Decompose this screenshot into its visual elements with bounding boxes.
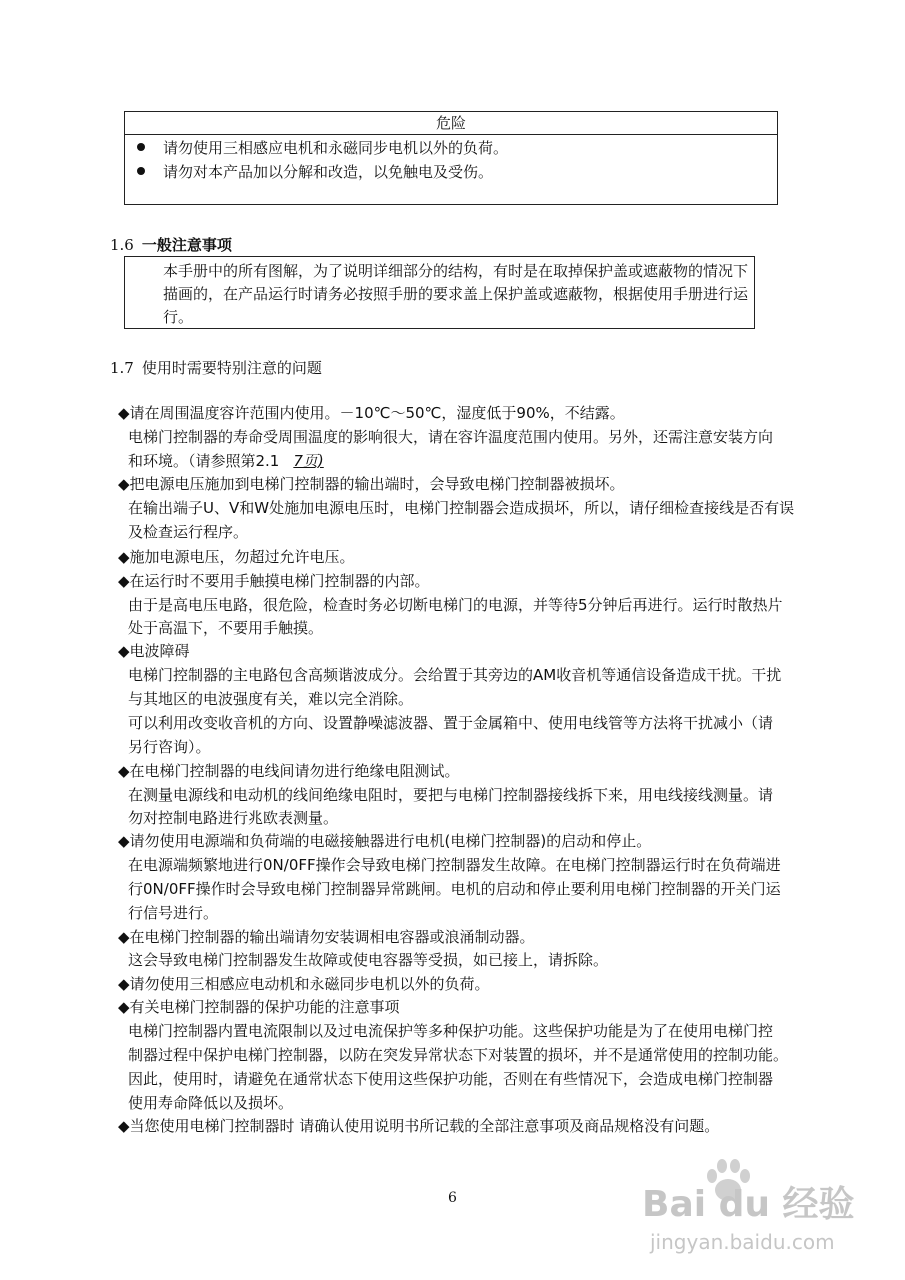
bullet-line: ◆把电源电压施加到电梯门控制器的输出端时，会导致电梯门控制器被损坏。	[118, 475, 625, 493]
text-line: 在电源端频繁地进行0N/0FF操作会导致电梯门控制器发生故障。在电梯门控制器运行时在负荷端进	[128, 856, 781, 874]
text-line: 因此，使用时，请避免在通常状态下使用这些保护功能，否则在有些情况下，会造成电梯门控制器	[128, 1070, 774, 1088]
text-line: 处于高温下，不要用手触摸。	[128, 619, 324, 637]
bullet-line: ◆在运行时不要用手触摸电梯门控制器的内部。	[118, 572, 430, 590]
bullet-line: ◆请在周围温度容许范围内使用。－10℃～50℃，湿度低于90%，不结露。	[118, 404, 625, 422]
text-line: 这会导致电梯门控制器发生故障或使电容器等受损，如已接上，请拆除。	[128, 951, 609, 969]
text-line: 在测量电源线和电动机的线间绝缘电阻时，要把与电梯门控制器接线拆下来，用电线接线测量。请	[128, 786, 774, 804]
section-heading: 1.6 一般注意事项	[110, 236, 232, 254]
text-line: 制器过程中保护电梯门控制器，以防在突发异常状态下对装置的损坏，并不是通常使用的控制功能。	[128, 1046, 789, 1064]
text-line: 由于是高电压电路，很危险，检查时务必切断电梯门的电源，并等待5分钟后再进行。运行时散热片	[128, 596, 783, 614]
bullet-line: ◆请勿使用三相感应电动机和永磁同步电机以外的负荷。	[118, 975, 490, 993]
section-heading: 1.7 使用时需要特别注意的问题	[110, 359, 322, 377]
danger-box	[124, 111, 778, 205]
text-line: 电梯门控制器的主电路包含高频谐波成分。会给置于其旁边的AM收音机等通信设备造成干扰。干扰	[128, 666, 782, 684]
watermark-url: jingyan.baidu.com	[650, 1230, 835, 1254]
text-line: 行信号进行。	[128, 904, 219, 922]
text-line: 行0N/0FF操作时会导致电梯门控制器异常跳闸。电机的启动和停止要利用电梯门控制器的开关门运	[128, 880, 781, 898]
bullet-line: ◆有关电梯门控制器的保护功能的注意事项	[118, 998, 400, 1016]
text-line: 电梯门控制器内置电流限制以及过电流保护等多种保护功能。这些保护功能是为了在使用电梯门控	[128, 1022, 774, 1040]
bullet-dot-icon	[137, 167, 145, 175]
bullet-line: ◆施加电源电压，勿超过允许电压。	[118, 548, 355, 566]
danger-title: 危险	[125, 112, 777, 135]
watermark-brand: Bai du 经验	[642, 1184, 855, 1225]
bullet-line: ◆在电梯门控制器的电线间请勿进行绝缘电阻测试。	[118, 762, 460, 780]
general-notes-box	[124, 256, 755, 329]
page-reference-link[interactable]: 7页)	[293, 452, 324, 470]
text-line: 勿对控制电路进行兆欧表测量。	[128, 809, 339, 827]
baidu-watermark	[640, 1150, 870, 1270]
bullet-line: ◆在电梯门控制器的输出端请勿安装调相电容器或浪涌制动器。	[118, 928, 535, 946]
general-notes-text: 本手册中的所有图解，为了说明详细部分的结构，有时是在取掉保护盖或遮蔽物的情况下描画的，在产品运行时请务必按照手册的要求盖上保护盖或遮蔽物，根据使用手册进行运行。	[163, 262, 749, 326]
text-line: 电梯门控制器的寿命受周围温度的影响很大，请在容许温度范围内使用。另外，还需注意安装方向	[128, 428, 774, 446]
bullet-line: ◆当您使用电梯门控制器时 请确认使用说明书所记载的全部注意事项及商品规格没有问题。	[118, 1117, 720, 1135]
text-line: 和环境。（请参照第2.1 7页)	[128, 452, 324, 470]
text-line: 在输出端子U、V和W处施加电源电压时，电梯门控制器会造成损坏，所以，请仔细检查接线是否有误	[128, 499, 795, 517]
text-line: 与其地区的电波强度有关，难以完全消除。	[128, 690, 414, 708]
bullet-line: ◆电波障碍	[118, 642, 190, 660]
danger-item: 请勿对本产品加以分解和改造，以免触电及受伤。	[137, 162, 493, 182]
bullet-dot-icon	[137, 143, 145, 151]
page-number: 6	[448, 1190, 457, 1206]
text-line: 另行咨询）。	[128, 738, 211, 756]
bullet-line: ◆请勿使用电源端和负荷端的电磁接触器进行电机(电梯门控制器)的启动和停止。	[118, 832, 652, 850]
text-line: 可以利用改变收音机的方向、设置静噪滤波器、置于金属箱中、使用电线管等方法将干扰减小（请	[128, 714, 774, 732]
text-line: 使用寿命降低以及损坏。	[128, 1094, 294, 1112]
danger-item: 请勿使用三相感应电机和永磁同步电机以外的负荷。	[137, 138, 508, 158]
text-line: 及检查运行程序。	[128, 523, 249, 541]
